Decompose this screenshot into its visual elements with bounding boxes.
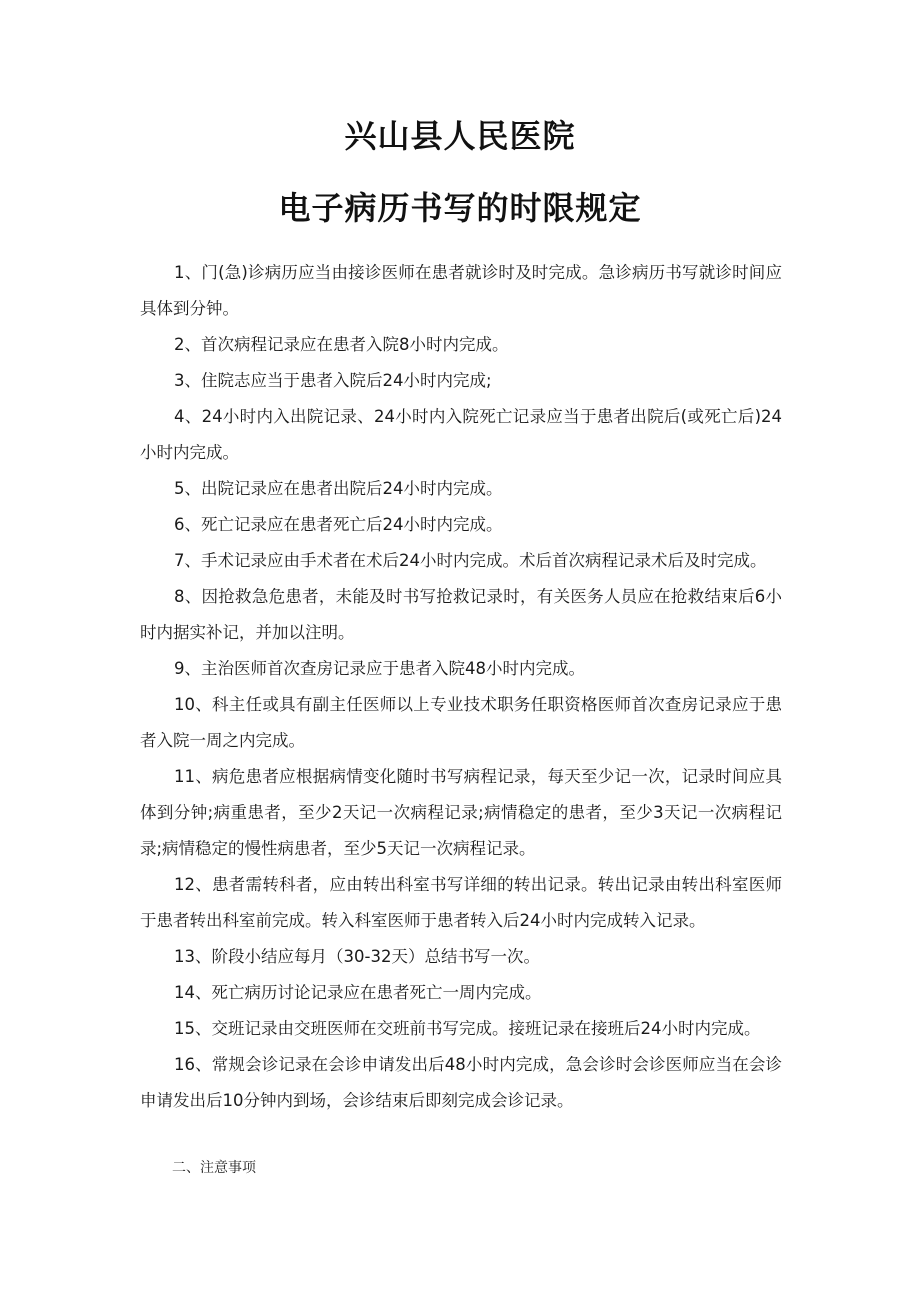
paragraph-15: 15、交班记录由交班医师在交班前书写完成。接班记录在接班后24小时内完成。 xyxy=(174,1019,761,1038)
paragraph-16: 16、常规会诊记录在会诊申请发出后48小时内完成，急会诊时会诊医师应当在会诊申请发出后10分钟内到场，会诊结束后即刻完成会诊记录。 xyxy=(140,1055,782,1110)
paragraph-4: 4、24小时内入出院记录、24小时内入院死亡记录应当于患者出院后(或死亡后)24小时内完成。 xyxy=(140,407,782,462)
paragraph-2: 2、首次病程记录应在患者入院8小时内完成。 xyxy=(174,335,509,354)
paragraph-5: 5、出院记录应在患者出院后24小时内完成。 xyxy=(174,479,503,498)
paragraph-3: 3、住院志应当于患者入院后24小时内完成; xyxy=(174,371,492,390)
paragraph-10: 10、科主任或具有副主任医师以上专业技术职务任职资格医师首次查房记录应于患者入院一周之内完成。 xyxy=(140,695,782,750)
hospital-title: 兴山县人民医院 xyxy=(344,117,576,155)
paragraph-1: 1、门(急)诊病历应当由接诊医师在患者就诊时及时完成。急诊病历书写就诊时间应具体到分钟。 xyxy=(140,263,782,318)
paragraph-9: 9、主治医师首次查房记录应于患者入院48小时内完成。 xyxy=(174,659,585,678)
regulation-body xyxy=(140,255,782,1119)
paragraph-6: 6、死亡记录应在患者死亡后24小时内完成。 xyxy=(174,515,503,534)
paragraph-12: 12、患者需转科者，应由转出科室书写详细的转出记录。转出记录由转出科室医师于患者转出科室前完成。转入科室医师于患者转入后24小时内完成转入记录。 xyxy=(140,875,782,930)
section-heading-notes: 二、注意事项 xyxy=(172,1160,256,1176)
paragraph-14: 14、死亡病历讨论记录应在患者死亡一周内完成。 xyxy=(174,983,542,1002)
paragraph-13: 13、阶段小结应每月（30-32天）总结书写一次。 xyxy=(174,947,540,966)
paragraph-7: 7、手术记录应由手术者在术后24小时内完成。术后首次病程记录术后及时完成。 xyxy=(174,551,767,570)
paragraph-11: 11、病危患者应根据病情变化随时书写病程记录，每天至少记一次，记录时间应具体到分钟;病重患者，至少2天记一次病程记录;病情稳定的患者，至少3天记一次病程记录;病情稳定的慢性病患者，至少5天记一次病程记录。 xyxy=(140,767,782,858)
paragraph-8: 8、因抢救急危患者，未能及时书写抢救记录时，有关医务人员应在抢救结束后6小时内据实补记，并加以注明。 xyxy=(140,587,782,642)
document-title: 电子病历书写的时限规定 xyxy=(278,189,642,227)
